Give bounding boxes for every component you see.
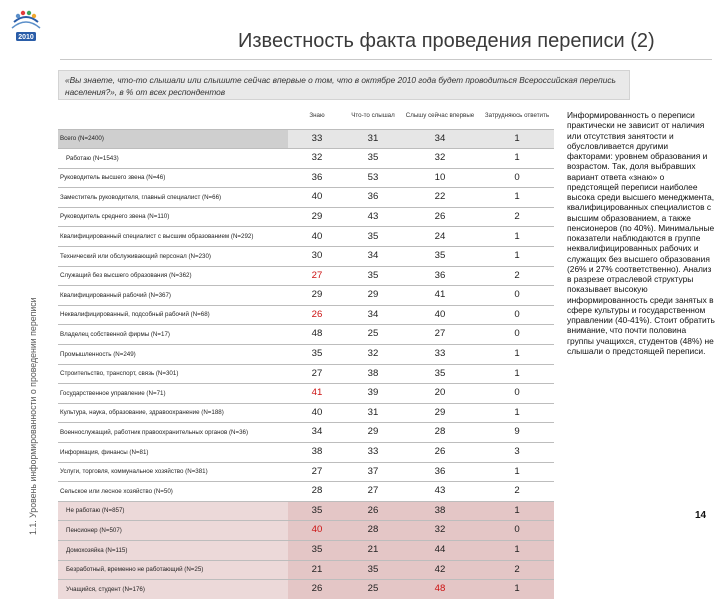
value-cell: 38	[311, 446, 323, 458]
value-cell: 26	[434, 446, 446, 458]
survey-question: «Вы знаете, что-то слышали или слышите сейчас впервые о том, что в октябре 2010 года будет проводиться Всероссийская перепись населения?», в % от всех респондентов	[58, 70, 630, 100]
table-body	[58, 129, 554, 599]
row-label: Промышленность (N=249)	[60, 350, 136, 358]
value-cell: 33	[288, 129, 346, 149]
row-label: Информация, финансы (N=81)	[60, 448, 149, 456]
row-label: Государственное управление (N=71)	[60, 389, 166, 397]
table-row	[58, 540, 554, 560]
row-label: Работаю (N=1543)	[66, 154, 119, 162]
value-cell: 1	[480, 540, 554, 560]
value-cell: 31	[367, 406, 379, 418]
column-header: Что-то слышал	[351, 112, 395, 120]
row-label: Руководитель среднего звена (N=110)	[60, 213, 170, 221]
value-cell: 35	[434, 367, 446, 379]
value-cell: 29	[311, 210, 323, 222]
value-cell: 1	[514, 367, 520, 379]
table-row	[58, 501, 554, 521]
value-cell: 27	[311, 367, 323, 379]
value-cell: 40	[311, 230, 323, 242]
table-row	[58, 149, 554, 169]
value-cell: 40	[434, 308, 446, 320]
value-cell: 0	[514, 328, 520, 340]
value-cell: 25	[367, 328, 379, 340]
value-cell: 44	[400, 540, 480, 560]
table-row	[58, 560, 554, 580]
header-label-cell	[58, 103, 288, 129]
value-cell: 34	[311, 426, 323, 438]
value-cell: 35	[367, 230, 379, 242]
row-label: Всего (N=2400)	[58, 129, 288, 149]
value-cell: 1	[514, 465, 520, 477]
row-label: Учащийся, студент (N=176)	[58, 580, 288, 599]
value-cell: 53	[367, 171, 379, 183]
value-cell: 1	[480, 580, 554, 599]
value-cell: 35	[288, 540, 346, 560]
value-cell: 1	[514, 348, 520, 360]
value-cell: 34	[367, 250, 379, 262]
value-cell: 35	[367, 152, 379, 164]
row-label: Владелец собственной фирмы (N=17)	[60, 330, 170, 338]
table-row	[58, 286, 554, 306]
value-cell: 34	[367, 308, 379, 320]
table-row	[58, 207, 554, 227]
value-cell: 26	[434, 210, 446, 222]
row-label: Заместитель руководителя, главный специалист (N=66)	[60, 193, 222, 201]
value-cell: 27	[311, 269, 323, 281]
table-row	[58, 482, 554, 502]
value-cell: 0	[514, 171, 520, 183]
row-label: Служащий без высшего образования (N=362)	[60, 272, 192, 280]
row-label: Услуги, торговля, коммунальное хозяйство (N=381)	[60, 468, 208, 476]
value-cell: 38	[367, 367, 379, 379]
value-cell: 41	[311, 387, 323, 399]
value-cell: 35	[311, 348, 323, 360]
section-side-label: 1.1. Уровень информированности о проведении переписи	[28, 297, 38, 535]
value-cell: 40	[288, 521, 346, 541]
value-cell: 9	[514, 426, 520, 438]
value-cell: 22	[434, 191, 446, 203]
value-cell: 36	[434, 465, 446, 477]
value-cell: 29	[367, 426, 379, 438]
table-row	[58, 403, 554, 423]
value-cell: 35	[346, 560, 400, 580]
value-cell: 32	[367, 348, 379, 360]
value-cell: 30	[311, 250, 323, 262]
column-header: Затрудняюсь ответить	[484, 112, 550, 120]
row-label: Пенсионер (N=507)	[58, 521, 288, 541]
value-cell: 43	[367, 210, 379, 222]
table-row	[58, 443, 554, 463]
value-cell: 33	[434, 348, 446, 360]
row-label: Домохозяйка (N=115)	[58, 540, 288, 560]
column-header: Знаю	[309, 112, 325, 120]
value-cell: 28	[434, 426, 446, 438]
value-cell: 40	[311, 191, 323, 203]
table-row	[58, 345, 554, 365]
value-cell: 43	[434, 485, 446, 497]
table-row	[58, 580, 554, 599]
value-cell: 1	[480, 129, 554, 149]
table-row	[58, 384, 554, 404]
value-cell: 35	[434, 250, 446, 262]
value-cell: 48	[400, 580, 480, 599]
value-cell: 20	[434, 387, 446, 399]
value-cell: 39	[367, 387, 379, 399]
table-row	[58, 129, 554, 149]
value-cell: 21	[346, 540, 400, 560]
svg-text:2010: 2010	[18, 34, 34, 41]
page-number: 14	[695, 510, 707, 521]
row-label: Культура, наука, образование, здравоохранение (N=188)	[60, 409, 224, 417]
row-label: Квалифицированный рабочий (N=367)	[60, 291, 171, 299]
row-label: Сельское или лесное хозяйство (N=50)	[60, 487, 173, 495]
row-label: Руководитель высшего звена (N=46)	[60, 174, 166, 182]
page-title: Известность факта проведения переписи (2)	[238, 30, 655, 52]
value-cell: 37	[367, 465, 379, 477]
value-cell: 35	[288, 501, 346, 521]
value-cell: 32	[311, 152, 323, 164]
row-label: Не работаю (N=857)	[58, 501, 288, 521]
value-cell: 0	[514, 387, 520, 399]
row-label: Безработный, временно не работающий (N=25)	[58, 560, 288, 580]
table-row	[58, 423, 554, 443]
value-cell: 0	[480, 521, 554, 541]
value-cell: 2	[514, 210, 520, 222]
value-cell: 2	[514, 269, 520, 281]
commentary-text: Информированность о переписи практически не зависит от наличия или отсутствия занятости и обусловливается другими факторами: уровнем образования и возрастом. Так, доля выбравших вариант ответа «знаю» о предстоящей переписи наиболее высока среди высшего менеджмента, квалифицированных специалистов с высшим образованием, а также пенсионеров (по 40%). Минимальные показатели наблюдаются в группе неквалифицированных рабочих и служащих без высшего образования (26% и 27% соответственно). Анализ в разрезе отраслевой структуры показывает высокую информированность среди занятых в сфере культуры и государственном управлении (40-41%). Стоит обратить внимание, что почти половина группы учащихся, студентов (48%) не слышали о предстоящей переписи.	[567, 110, 715, 356]
value-cell: 31	[346, 129, 400, 149]
row-label: Военнослужащий, работник правоохранительных органов (N=36)	[60, 428, 249, 436]
table-row	[58, 168, 554, 188]
table-row	[58, 188, 554, 208]
value-cell: 2	[514, 485, 520, 497]
table-row	[58, 247, 554, 267]
value-cell: 0	[514, 289, 520, 301]
table-row	[58, 462, 554, 482]
value-cell: 24	[434, 230, 446, 242]
value-cell: 29	[311, 289, 323, 301]
value-cell: 36	[311, 171, 323, 183]
value-cell: 3	[514, 446, 520, 458]
value-cell: 40	[311, 406, 323, 418]
table-row	[58, 266, 554, 286]
table-header-row	[58, 103, 554, 129]
value-cell: 1	[514, 152, 520, 164]
value-cell: 28	[346, 521, 400, 541]
column-header: Слышу сейчас впервые	[405, 112, 475, 120]
value-cell: 1	[514, 191, 520, 203]
value-cell: 28	[311, 485, 323, 497]
value-cell: 27	[367, 485, 379, 497]
value-cell: 35	[367, 269, 379, 281]
table-row	[58, 521, 554, 541]
value-cell: 2	[480, 560, 554, 580]
value-cell: 32	[434, 152, 446, 164]
row-label: Строительство, транспорт, связь (N=301)	[60, 370, 179, 378]
value-cell: 34	[400, 129, 480, 149]
value-cell: 27	[434, 328, 446, 340]
value-cell: 1	[514, 406, 520, 418]
value-cell: 10	[434, 171, 446, 183]
value-cell: 21	[288, 560, 346, 580]
value-cell: 1	[514, 230, 520, 242]
census-logo	[6, 8, 46, 48]
row-label: Технический или обслуживающий персонал (N=230)	[60, 252, 211, 260]
title-divider	[60, 59, 712, 60]
table-row	[58, 305, 554, 325]
value-cell: 36	[367, 191, 379, 203]
value-cell: 48	[311, 328, 323, 340]
value-cell: 41	[434, 289, 446, 301]
row-label: Квалифицированный специалист с высшим образованием (N=292)	[60, 233, 254, 241]
value-cell: 38	[400, 501, 480, 521]
value-cell: 26	[288, 580, 346, 599]
value-cell: 25	[346, 580, 400, 599]
value-cell: 42	[400, 560, 480, 580]
value-cell: 1	[480, 501, 554, 521]
value-cell: 32	[400, 521, 480, 541]
value-cell: 27	[311, 465, 323, 477]
value-cell: 0	[514, 308, 520, 320]
value-cell: 29	[367, 289, 379, 301]
value-cell: 26	[346, 501, 400, 521]
value-cell: 26	[311, 308, 323, 320]
table-row	[58, 364, 554, 384]
value-cell: 36	[434, 269, 446, 281]
row-label: Неквалифицированный, подсобный рабочий (N=68)	[60, 311, 210, 319]
logo-figures	[12, 11, 40, 28]
value-cell: 1	[514, 250, 520, 262]
value-cell: 29	[434, 406, 446, 418]
table-row	[58, 227, 554, 247]
data-table	[58, 103, 554, 599]
value-cell: 33	[367, 446, 379, 458]
table-row	[58, 325, 554, 345]
